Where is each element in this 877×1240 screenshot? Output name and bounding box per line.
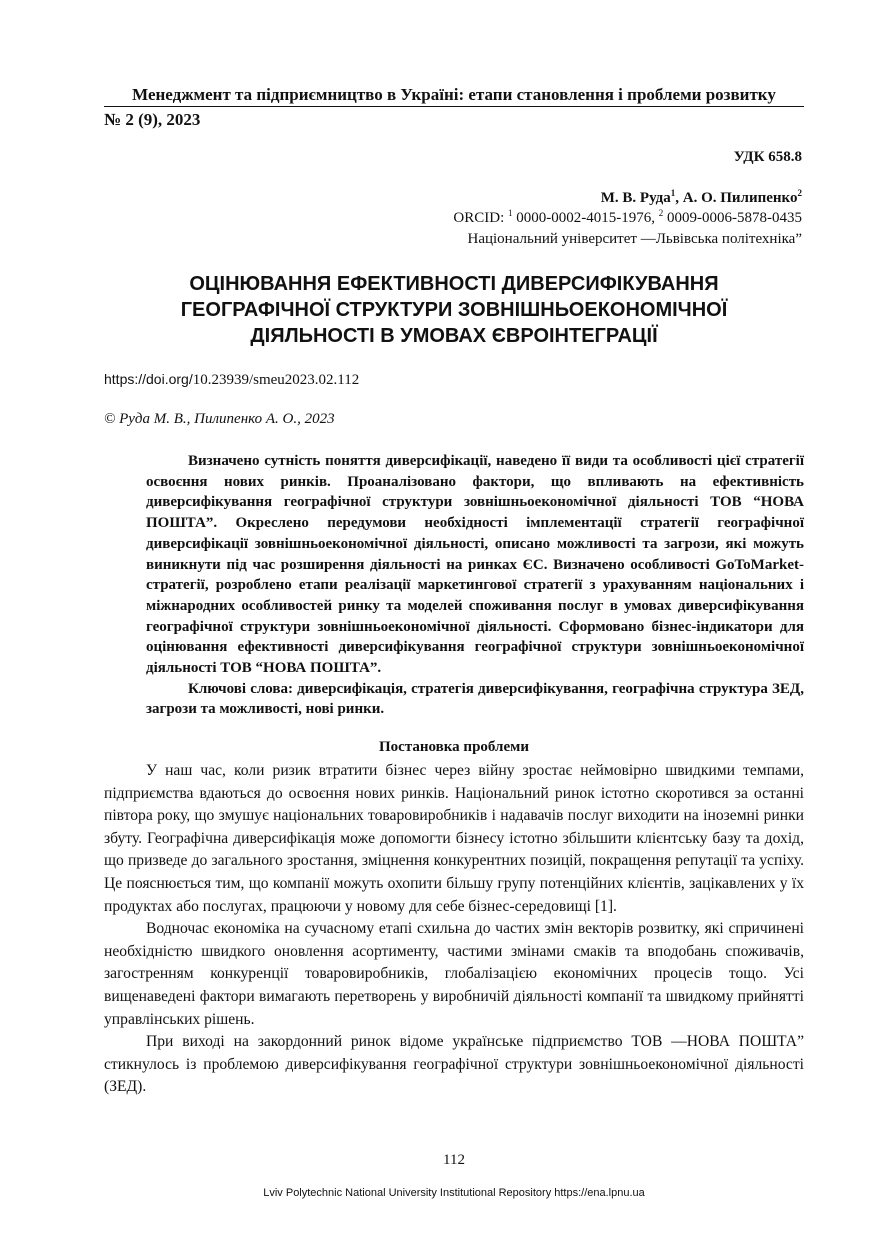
page-number: 112 <box>443 1152 465 1168</box>
affiliation: Національний університет ―Львівська політехніка” <box>467 231 802 247</box>
repository-footer: Lviv Polytechnic National University Institutional Repository https://ena.lpnu.ua <box>263 1187 645 1199</box>
author-2-affil-mark: 2 <box>797 188 802 198</box>
body-paragraph-3: При виході на закордонний ринок відоме українське підприємство ТОВ ―НОВА ПОШТА” стикнулось із проблемою диверсифікування географічної структури зовнішньоекономічної діяльності (ЗЕД). <box>104 1033 804 1096</box>
title-line-3: ДІЯЛЬНОСТІ В УМОВАХ ЄВРОІНТЕГРАЦІЇ <box>250 325 658 347</box>
body-paragraph-1: У наш час, коли ризик втратити бізнес через війну зростає неймовірно швидкими темпами, підприємства вдаються до освоєння нових ринків. Національний ринок істотно скоротився за останні півтора року, що змушує національних товаровиробників і надавачів послуг виходити на іноземні ринки збуту. Географічна диверсифікація може допомогти бізнесу істотно збільшити клієнтську базу та дохід, що призведе до загального зростання, зміцнення конкурентних позицій, покращення репутації та успіху. Це пояснюється тим, що компанії можуть охопити більшу групу потенційних клієнтів, зацікавлених у їх продуктах або послугах, працюючи у новому для себе бізнес-середовищі [1]. <box>104 762 804 915</box>
title-line-2: ГЕОГРАФІЧНОЇ СТРУКТУРИ ЗОВНІШНЬОЕКОНОМІЧНОЇ <box>180 299 728 321</box>
keywords: Ключові слова: диверсифікація, стратегія диверсифікування, географічна структура ЗЕД, загрози та можливості, нові ринки. <box>146 680 804 718</box>
body-paragraph-2: Водночас економіка на сучасному етапі схильна до частих змін векторів розвитку, які спричинені необхідністю швидкого оновлення асортименту, частими змінами смаків та вподобань споживачів, загостренням конкуренції товаровиробників, глобалізацією економічних процесів тощо. Усі вищенаведені фактори вимагають перетворень у виробничій діяльності компанії та швидкому прийнятті управлінських рішень. <box>104 920 804 1028</box>
paper-title <box>104 271 804 349</box>
body-text <box>104 760 804 1099</box>
orcid-2-mark: 2 <box>658 208 664 218</box>
orcid-2[interactable]: 0009-0006-5878-0435 <box>667 210 802 226</box>
doi-link[interactable] <box>104 371 359 389</box>
orcid-1-mark: 1 <box>508 208 513 218</box>
orcid-line <box>453 210 802 227</box>
udk-code: УДК 658.8 <box>733 149 802 165</box>
author-2: А. О. Пилипенко <box>682 190 798 206</box>
author-1-affil-mark: 1 <box>670 188 676 198</box>
author-separator: , <box>675 190 683 206</box>
section-heading: Постановка проблеми <box>379 739 529 755</box>
copyright: © Руда М. В., Пилипенко А. О., 2023 <box>104 411 335 427</box>
doi-id[interactable]: 10.23939/smeu2023.02.112 <box>192 372 360 388</box>
header-rule <box>104 106 804 107</box>
orcid-1[interactable]: 0000-0002-4015-1976, <box>516 210 659 226</box>
abstract <box>146 451 804 720</box>
abstract-text: Визначено сутність поняття диверсифікації, наведено її види та особливості цієї стратегії освоєння нових ринків. Проаналізовано фактори, що впливають на ефективність диверсифікування географічної структури зовнішньоекономічної діяльності ТОВ “НОВА ПОШТА”. Окреслено передумови необхідності імплементації стратегії географічної диверсифікації зовнішньоекономічної діяльності, описано можливості та загрози, які можуть виникнути під час розширення діяльності на ринках ЄС. Визначено особливості GoToMarket-стратегії, розроблено етапи реалізації маркетингової стратегії з урахуванням національних і міжнародних особливостей ринку та моделей споживання послуг в умовах диверсифікування географічної структури зовнішньоекономічної діяльності. Сформовано бізнес-індикатори для оцінювання ефективності диверсифікування географічної структури зовнішньоекономічної діяльності ТОВ “НОВА ПОШТА”. <box>146 453 804 677</box>
journal-title: Менеджмент та підприємництво в Україні: етапи становлення і проблеми розвитку <box>132 85 776 104</box>
title-line-1: ОЦІНЮВАННЯ ЕФЕКТИВНОСТІ ДИВЕРСИФІКУВАННЯ <box>189 273 719 295</box>
authors <box>601 190 802 207</box>
issue-number: № 2 (9), 2023 <box>104 110 201 129</box>
author-1: М. В. Руда <box>600 190 671 206</box>
doi-prefix[interactable]: https://doi.org/ <box>104 371 193 387</box>
orcid-label: ORCID: <box>453 210 508 226</box>
